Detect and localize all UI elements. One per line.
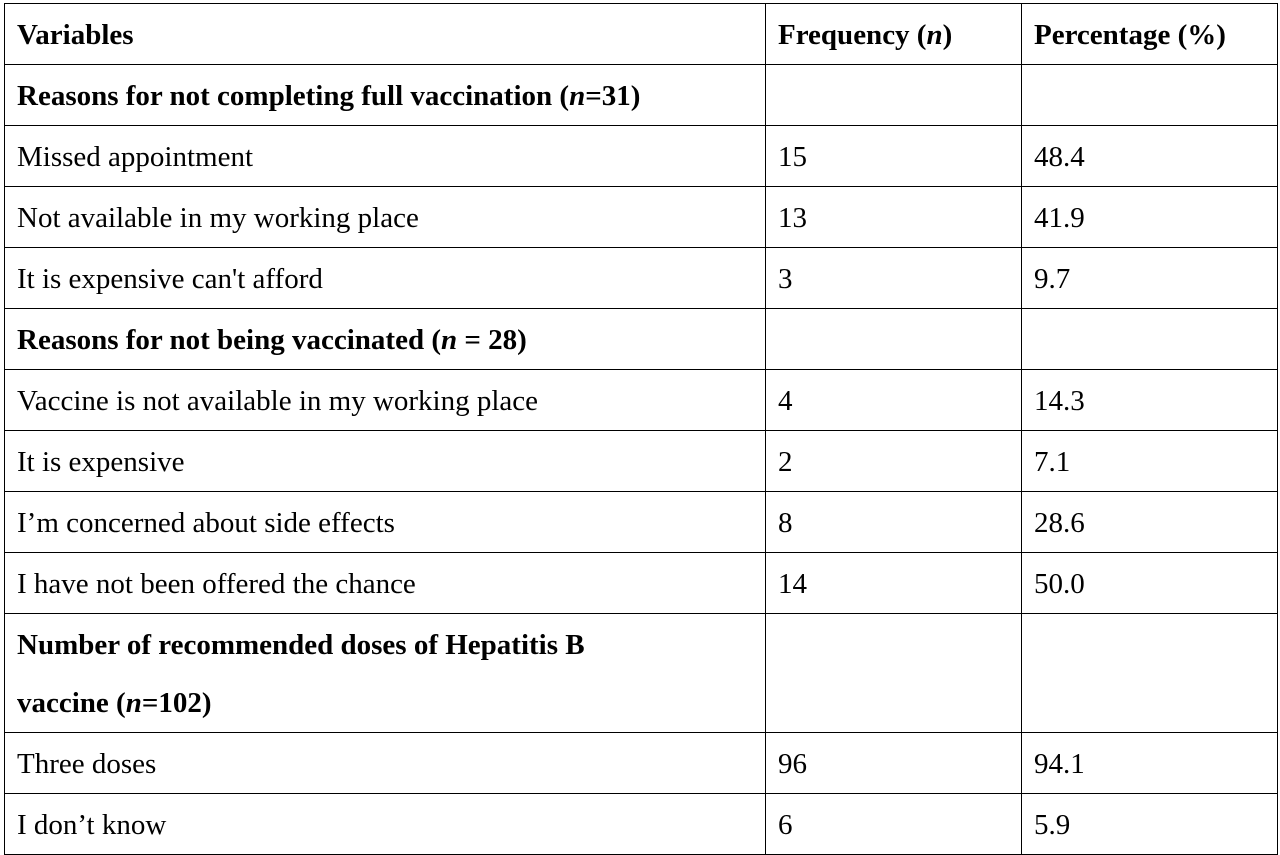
row-percentage: 7.1 xyxy=(1022,431,1278,492)
section-row-recommended-doses xyxy=(5,614,1278,733)
row-frequency: 2 xyxy=(766,431,1022,492)
section-empty-cell xyxy=(766,65,1022,126)
row-label: I’m concerned about side effects xyxy=(5,492,766,553)
section-title: Reasons for not being vaccinated (n = 28) xyxy=(5,309,766,370)
section-row-incomplete-vaccination xyxy=(5,65,1278,126)
section-empty-cell xyxy=(1022,614,1278,733)
row-percentage: 14.3 xyxy=(1022,370,1278,431)
section-empty-cell xyxy=(1022,65,1278,126)
row-label: Vaccine is not available in my working place xyxy=(5,370,766,431)
header-frequency: Frequency (n) xyxy=(766,4,1022,65)
table-row xyxy=(5,794,1278,855)
section-row-not-vaccinated xyxy=(5,309,1278,370)
row-frequency: 15 xyxy=(766,126,1022,187)
row-label: Not available in my working place xyxy=(5,187,766,248)
table-row xyxy=(5,431,1278,492)
row-percentage: 94.1 xyxy=(1022,733,1278,794)
table-row xyxy=(5,553,1278,614)
section-empty-cell xyxy=(766,309,1022,370)
row-frequency: 96 xyxy=(766,733,1022,794)
table-row xyxy=(5,248,1278,309)
row-label: It is expensive xyxy=(5,431,766,492)
table-row xyxy=(5,370,1278,431)
vaccination-table xyxy=(4,3,1278,855)
row-label: Three doses xyxy=(5,733,766,794)
table-row xyxy=(5,187,1278,248)
table-header-row xyxy=(5,4,1278,65)
row-frequency: 3 xyxy=(766,248,1022,309)
row-frequency: 6 xyxy=(766,794,1022,855)
table-row xyxy=(5,492,1278,553)
table-row xyxy=(5,126,1278,187)
row-percentage: 48.4 xyxy=(1022,126,1278,187)
row-label: Missed appointment xyxy=(5,126,766,187)
row-frequency: 13 xyxy=(766,187,1022,248)
header-variables: Variables xyxy=(5,4,766,65)
row-percentage: 41.9 xyxy=(1022,187,1278,248)
section-title: Reasons for not completing full vaccination (n=31) xyxy=(5,65,766,126)
row-percentage: 5.9 xyxy=(1022,794,1278,855)
row-label: It is expensive can't afford xyxy=(5,248,766,309)
row-frequency: 8 xyxy=(766,492,1022,553)
row-percentage: 9.7 xyxy=(1022,248,1278,309)
section-empty-cell xyxy=(766,614,1022,733)
row-percentage: 28.6 xyxy=(1022,492,1278,553)
row-percentage: 50.0 xyxy=(1022,553,1278,614)
row-frequency: 4 xyxy=(766,370,1022,431)
section-title: Number of recommended doses of Hepatitis B vaccine (n=102) xyxy=(5,614,766,733)
section-empty-cell xyxy=(1022,309,1278,370)
row-label: I don’t know xyxy=(5,794,766,855)
row-frequency: 14 xyxy=(766,553,1022,614)
table-row xyxy=(5,733,1278,794)
header-percentage: Percentage (%) xyxy=(1022,4,1278,65)
row-label: I have not been offered the chance xyxy=(5,553,766,614)
